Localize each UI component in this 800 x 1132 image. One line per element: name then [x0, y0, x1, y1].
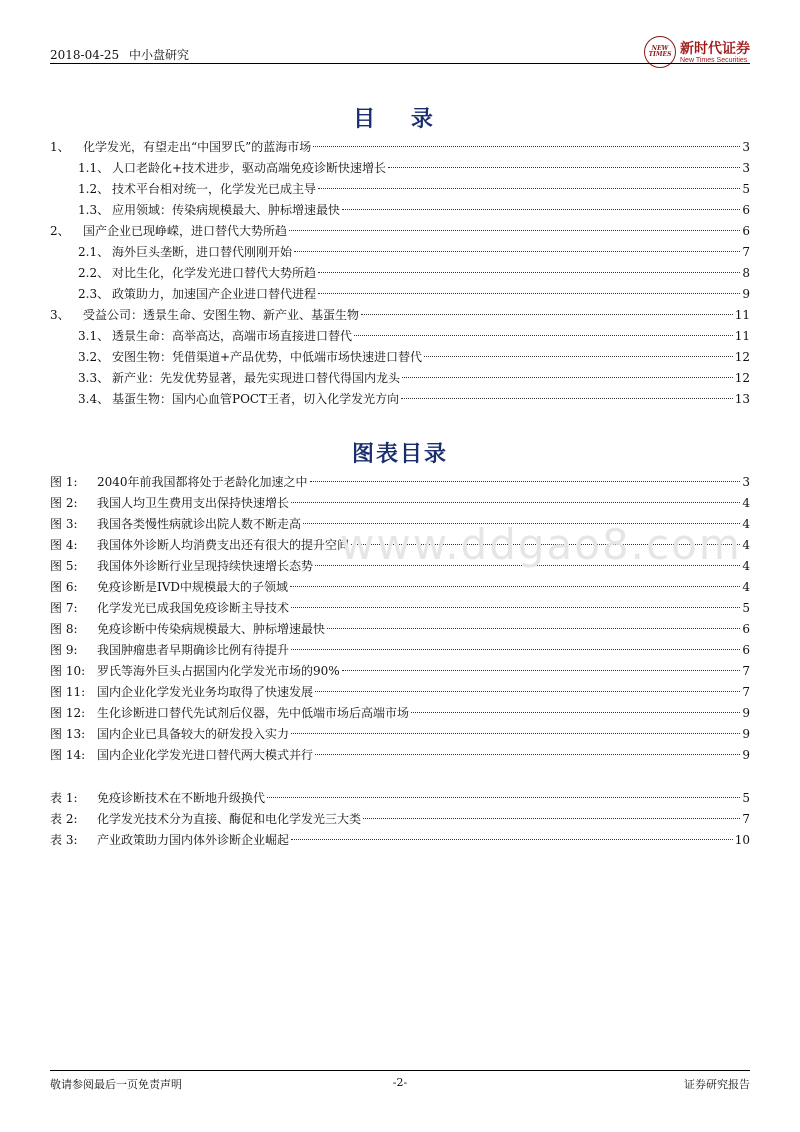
entry-page: 3: [742, 475, 750, 489]
footer-disclaimer: 敬请参阅最后一页免责声明: [50, 1078, 182, 1091]
entry-title: 化学发光技术分为直接、酶促和电化学发光三大类: [97, 812, 362, 826]
page-number: -2-: [392, 1076, 408, 1089]
entry-title: 免疫诊断技术在不断地升级换代: [97, 791, 266, 805]
logo-name-cn: 新时代证券: [680, 40, 750, 57]
dot-leader: [267, 797, 740, 798]
entry-number: 图 13:: [50, 727, 86, 741]
entry-number: 图 8:: [50, 622, 78, 636]
figure-entry[interactable]: [50, 493, 750, 514]
entry-page: 7: [742, 664, 750, 678]
entry-page: 11: [734, 308, 750, 322]
entry-number: 2、: [50, 224, 70, 238]
entry-title: 对比生化，化学发光进口替代大势所趋: [112, 266, 317, 280]
entry-title: 国内企业化学发光进口替代两大模式并行: [97, 748, 314, 762]
entry-number: 2.3、: [78, 287, 110, 301]
dot-leader: [318, 272, 740, 273]
entry-page: 3: [742, 161, 750, 175]
toc-entry[interactable]: [50, 284, 750, 305]
entry-page: 10: [734, 833, 750, 847]
entry-title: 国内企业已具备较大的研发投入实力: [97, 727, 290, 741]
toc-title: 目 录: [353, 106, 447, 132]
header-category: 中小盘研究: [129, 48, 190, 62]
entry-title: 我国人均卫生费用支出保持快速增长: [97, 496, 290, 510]
header-divider: [50, 63, 750, 64]
figure-entry[interactable]: [50, 577, 750, 598]
entry-page: 5: [742, 791, 750, 805]
entry-number: 1.2、: [78, 182, 110, 196]
figure-entry[interactable]: [50, 640, 750, 661]
entry-number: 3.3、: [78, 371, 110, 385]
dot-leader: [289, 230, 740, 231]
entry-title: 我国体外诊断人均消费支出还有很大的提升空间: [97, 538, 350, 552]
toc-entry[interactable]: [50, 137, 750, 158]
entry-number: 图 7:: [50, 601, 78, 615]
entry-page: 6: [742, 224, 750, 238]
toc-entry[interactable]: [50, 326, 750, 347]
dot-leader: [327, 628, 740, 629]
entry-number: 2.1、: [78, 245, 110, 259]
entry-number: 图 9:: [50, 643, 78, 657]
entry-number: 图 11:: [50, 685, 86, 699]
figure-entry[interactable]: [50, 682, 750, 703]
figure-entry[interactable]: [50, 724, 750, 745]
entry-page: 3: [742, 140, 750, 154]
entry-title: 受益公司：透景生命、安图生物、新产业、基蛋生物: [83, 308, 360, 322]
toc-entry[interactable]: [50, 263, 750, 284]
dot-leader: [361, 314, 733, 315]
entry-number: 3、: [50, 308, 70, 322]
entry-page: 9: [742, 748, 750, 762]
dot-leader: [342, 209, 740, 210]
entry-number: 3.1、: [78, 329, 110, 343]
dot-leader: [291, 502, 740, 503]
entry-number: 1.3、: [78, 203, 110, 217]
header-meta: [50, 46, 189, 63]
toc-entry[interactable]: [50, 389, 750, 410]
table-entry[interactable]: [50, 788, 750, 809]
entry-number: 图 12:: [50, 706, 86, 720]
entry-number: 图 2:: [50, 496, 78, 510]
entry-page: 12: [734, 350, 750, 364]
dot-leader: [401, 398, 733, 399]
entry-number: 图 5:: [50, 559, 78, 573]
dot-leader: [318, 293, 740, 294]
entry-page: 13: [734, 392, 750, 406]
entry-page: 12: [734, 371, 750, 385]
entry-page: 6: [742, 622, 750, 636]
entry-number: 1、: [50, 140, 70, 154]
entry-page: 11: [734, 329, 750, 343]
watermark: www.ddgao8.com: [340, 520, 742, 569]
table-list: [50, 788, 750, 851]
entry-page: 4: [742, 496, 750, 510]
dot-leader: [411, 712, 740, 713]
entry-number: 图 14:: [50, 748, 86, 762]
entry-page: 6: [742, 643, 750, 657]
table-of-contents: [50, 137, 750, 410]
entry-number: 3.4、: [78, 392, 110, 406]
entry-page: 4: [742, 580, 750, 594]
entry-title: 安图生物：凭借渠道+产品优势，中低端市场快速进口替代: [112, 350, 423, 364]
entry-page: 6: [742, 203, 750, 217]
entry-title: 应用领域：传染病规模最大、肿标增速最快: [112, 203, 341, 217]
entry-number: 表 1:: [50, 791, 78, 805]
toc-entry[interactable]: [50, 158, 750, 179]
entry-title: 罗氏等海外巨头占据国内化学发光市场的90%: [97, 664, 340, 678]
logo-text: [680, 41, 750, 64]
entry-number: 图 3:: [50, 517, 78, 531]
figure-entry[interactable]: [50, 703, 750, 724]
page-header: [50, 38, 750, 64]
logo-mark-icon: NEW TIMES: [644, 36, 676, 68]
figure-entry[interactable]: [50, 745, 750, 766]
entry-number: 表 2:: [50, 812, 78, 826]
dot-leader: [313, 146, 740, 147]
entry-number: 图 1:: [50, 475, 78, 489]
toc-entry[interactable]: [50, 200, 750, 221]
table-entry[interactable]: [50, 830, 750, 851]
entry-title: 国内企业化学发光业务均取得了快速发展: [97, 685, 314, 699]
entry-title: 2040年前我国都将处于老龄化加速之中: [97, 475, 308, 489]
entry-title: 政策助力，加速国产企业进口替代进程: [112, 287, 317, 301]
entry-page: 8: [742, 266, 750, 280]
header-date: 2018-04-25: [50, 48, 120, 62]
toc-entry[interactable]: [50, 179, 750, 200]
dot-leader: [315, 754, 740, 755]
entry-title: 免疫诊断是IVD中规模最大的子领域: [97, 580, 289, 594]
dot-leader: [342, 670, 741, 671]
entry-page: 7: [742, 245, 750, 259]
entry-title: 我国体外诊断行业呈现持续快速增长态势: [97, 559, 314, 573]
dot-leader: [363, 818, 740, 819]
footer-report-type: 证券研究报告: [684, 1078, 750, 1091]
table-entry[interactable]: [50, 809, 750, 830]
figure-entry[interactable]: [50, 472, 750, 493]
toc-entry[interactable]: [50, 305, 750, 326]
entry-title: 化学发光已成我国免疫诊断主导技术: [97, 601, 290, 615]
entry-title: 国产企业已现峥嵘，进口替代大势所趋: [83, 224, 288, 238]
figure-entry[interactable]: [50, 619, 750, 640]
dot-leader: [318, 188, 740, 189]
entry-number: 图 4:: [50, 538, 78, 552]
dot-leader: [290, 586, 740, 587]
entry-number: 图 10:: [50, 664, 86, 678]
dot-leader: [315, 691, 740, 692]
entry-title: 新产业：先发优势显著，最先实现进口替代得国内龙头: [112, 371, 401, 385]
figure-entry[interactable]: [50, 598, 750, 619]
entry-page: 4: [742, 559, 750, 573]
entry-title: 基蛋生物：国内心血管POCT王者，切入化学发光方向: [112, 392, 400, 406]
entry-page: 9: [742, 727, 750, 741]
dot-leader: [388, 167, 740, 168]
entry-title: 化学发光，有望走出“中国罗氏”的蓝海市场: [83, 140, 312, 154]
entry-title: 我国肿瘤患者早期确诊比例有待提升: [97, 643, 290, 657]
entry-title: 免疫诊断中传染病规模最大、肿标增速最快: [97, 622, 326, 636]
entry-title: 海外巨头垄断，进口替代刚刚开始: [112, 245, 293, 259]
entry-page: 4: [742, 538, 750, 552]
entry-number: 2.2、: [78, 266, 110, 280]
entry-page: 7: [742, 812, 750, 826]
entry-title: 透景生命：高举高达，高端市场直接进口替代: [112, 329, 353, 343]
entry-page: 7: [742, 685, 750, 699]
entry-title: 人口老龄化+技术进步，驱动高端免疫诊断快速增长: [112, 161, 387, 175]
page-footer: [50, 1076, 750, 1092]
logo-name-en: New Times Securities: [680, 56, 748, 64]
dot-leader: [310, 481, 741, 482]
dot-leader: [354, 335, 733, 336]
entry-title: 技术平台相对统一，化学发光已成主导: [112, 182, 317, 196]
toc-entry[interactable]: [50, 242, 750, 263]
figures-toc-title: 图表目录: [351, 441, 448, 467]
figure-entry[interactable]: [50, 661, 750, 682]
dot-leader: [294, 251, 740, 252]
entry-page: 9: [742, 706, 750, 720]
entry-title: 产业政策助力国内体外诊断企业崛起: [97, 833, 290, 847]
footer-divider: [50, 1070, 750, 1071]
dot-leader: [424, 356, 733, 357]
toc-entry[interactable]: [50, 368, 750, 389]
toc-entry[interactable]: [50, 221, 750, 242]
entry-page: 4: [742, 517, 750, 531]
dot-leader: [291, 839, 733, 840]
toc-entry[interactable]: [50, 347, 750, 368]
entry-number: 表 3:: [50, 833, 78, 847]
figure-list: [50, 472, 750, 766]
dot-leader: [402, 377, 733, 378]
entry-number: 3.2、: [78, 350, 110, 364]
entry-number: 图 6:: [50, 580, 78, 594]
entry-number: 1.1、: [78, 161, 110, 175]
entry-title: 我国各类慢性病就诊出院人数不断走高: [97, 517, 302, 531]
entry-page: 9: [742, 287, 750, 301]
entry-title: 生化诊断进口替代先试剂后仪器，先中低端市场后高端市场: [97, 706, 410, 720]
dot-leader: [291, 733, 740, 734]
dot-leader: [291, 607, 740, 608]
entry-page: 5: [742, 182, 750, 196]
dot-leader: [291, 649, 740, 650]
entry-page: 5: [742, 601, 750, 615]
